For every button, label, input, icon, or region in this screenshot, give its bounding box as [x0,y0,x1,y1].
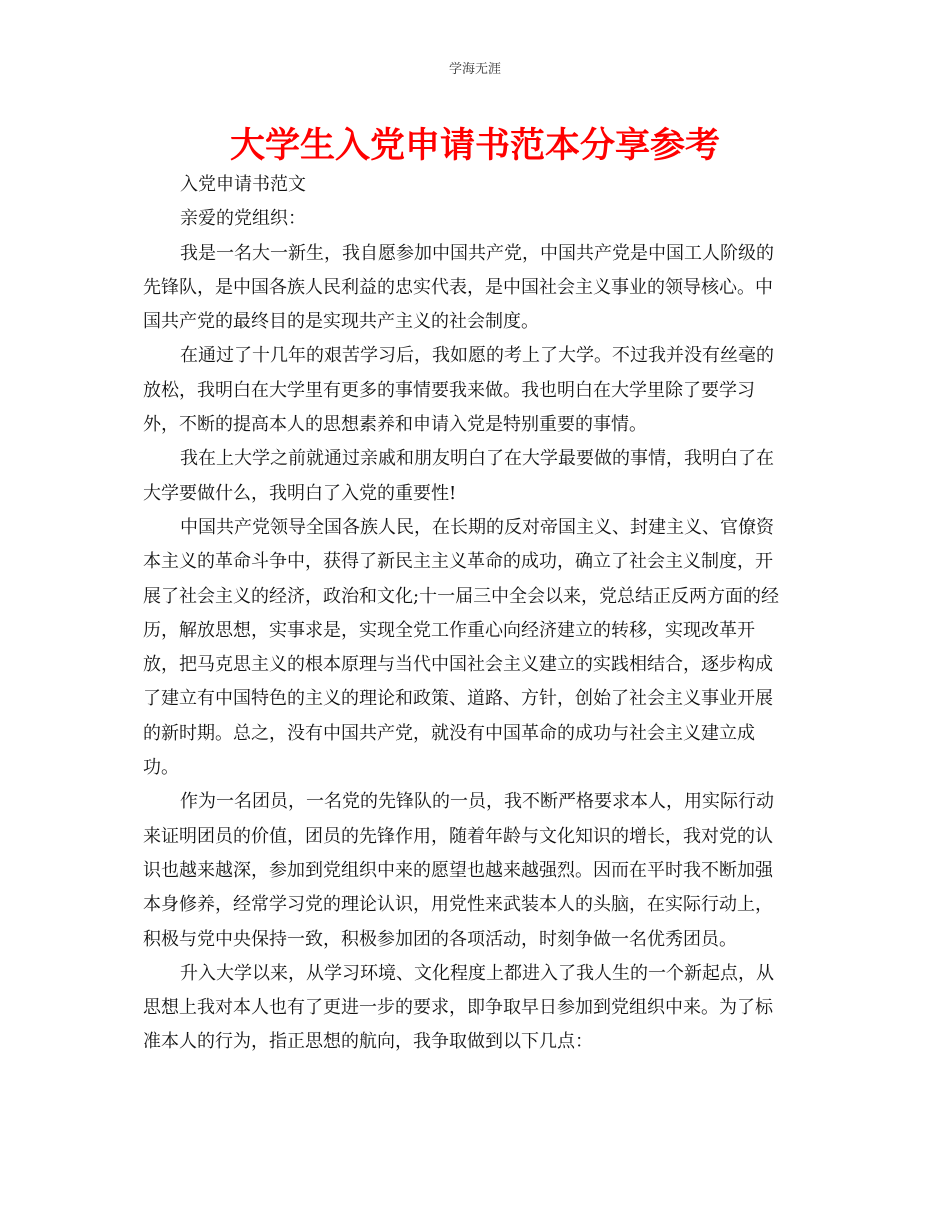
document-body [143,168,805,1060]
paragraph-line: 来证明团员的价值，团员的先锋作用，随着年龄与文化知识的增长，我对党的认 [143,825,773,847]
salutation: 亲爱的党组织： [180,208,306,230]
document-title: 大学生入党申请书范本分享参考 [229,126,720,166]
paragraph-line: 了建立有中国特色的主义的理论和政策、道路、方针，创始了社会主义事业开展 [143,688,773,710]
paragraph-line: 国共产党的最终目的是实现共产主义的社会制度。 [143,311,539,333]
paragraph-line: 思想上我对本人也有了更进一步的要求，即争取早日参加到党组织中来。为了标 [143,997,773,1019]
paragraph-line: 我在上大学之前就通过亲戚和朋友明白了在大学最要做的事情，我明白了在 [180,448,774,470]
paragraph [143,339,805,442]
paragraph-line: 放，把马克思主义的根本原理与当代中国社会主义建立的实践相结合，逐步构成 [143,654,773,676]
paragraph-line: 历，解放思想，实事求是，实现全党工作重心向经济建立的转移，实现改革开 [143,619,755,641]
paragraph [143,957,805,1060]
paragraph-line: 中国共产党领导全国各族人民，在长期的反对帝国主义、封建主义、官僚资 [180,516,774,538]
paragraph-line: 本主义的革命斗争中，获得了新民主主义革命的成功，确立了社会主义制度，开 [143,551,773,573]
paragraph-line: 识也越来越深，参加到党组织中来的愿望也越来越强烈。因而在平时我不断加强 [143,859,773,881]
paragraph-line: 放松，我明白在大学里有更多的事情要我来做。我也明白在大学里除了要学习 [143,379,755,401]
paragraph [143,785,805,956]
paragraph-line: 在通过了十几年的艰苦学习后，我如愿的考上了大学。不过我并没有丝毫的 [180,345,774,367]
paragraph-line: 准本人的行为，指正思想的航向，我争取做到以下几点： [143,1031,593,1053]
paragraph-line: 展了社会主义的经济，政治和文化;十一届三中全会以来，党总结正反两方面的经 [143,585,780,607]
paragraph-line: 本身修养，经常学习党的理论认识，用党性来武装本人的头脑，在实际行动上， [143,894,773,916]
paragraph-line: 升入大学以来，从学习环境、文化程度上都进入了我人生的一个新起点，从 [180,962,774,984]
paragraph-line: 大学要做什么，我明白了入党的重要性! [143,482,457,504]
paragraph [143,511,805,785]
paragraph-line: 功。 [143,757,179,779]
paragraph-line: 先锋队，是中国各族人民利益的忠实代表，是中国社会主义事业的领导核心。中 [143,276,773,298]
paragraph [143,237,805,340]
paragraph-line: 的新时期。总之，没有中国共产党，就没有中国革命的成功与社会主义建立成 [143,722,755,744]
paragraph [143,442,805,511]
paragraph-line: 作为一名团员，一名党的先锋队的一员，我不断严格要求本人，用实际行动 [180,791,774,813]
paragraph-line: 积极与党中央保持一致，积极参加团的各项活动，时刻争做一名优秀团员。 [143,928,737,950]
page-header-note: 学海无涯 [448,62,501,77]
document-subtitle: 入党申请书范文 [180,174,306,195]
paragraph-line: 我是一名大一新生，我自愿参加中国共产党，中国共产党是中国工人阶级的 [180,242,774,264]
paragraph-line: 外，不断的提高本人的思想素养和申请入党是特别重要的事情。 [143,414,647,436]
